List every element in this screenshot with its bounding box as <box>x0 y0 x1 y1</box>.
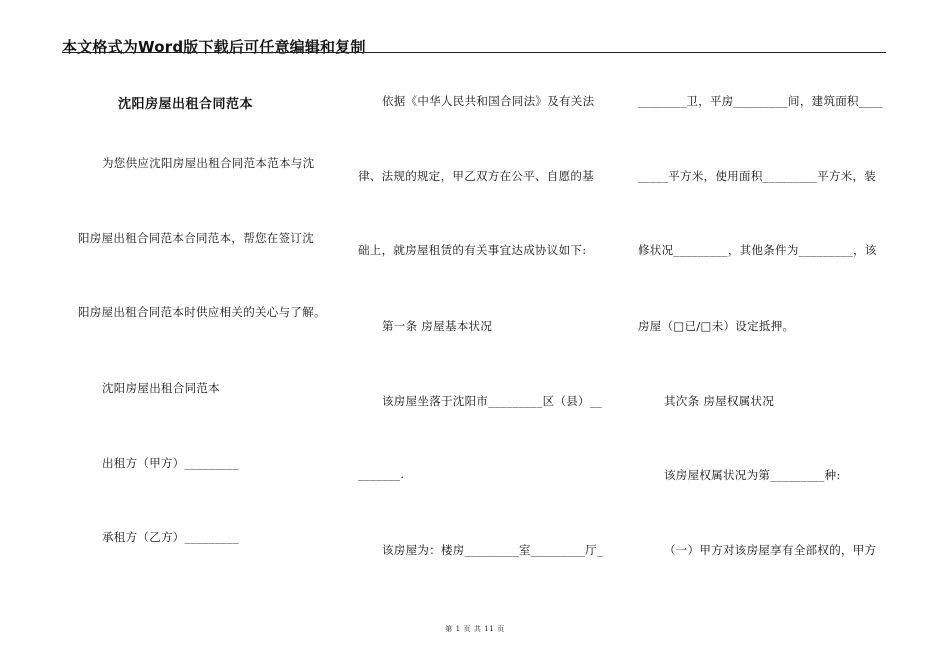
paragraph-line: 阳房屋出租合同范本合同范本，帮您在签订沈 <box>78 231 314 245</box>
paragraph-line: 该房屋权属状况为第_________种: <box>664 468 841 482</box>
paragraph-line: 为您供应沈阳房屋出租合同范本范本与沈 <box>102 156 315 170</box>
section-heading: 沈阳房屋出租合同范本 <box>102 381 220 395</box>
paragraph-line: （一）甲方对该房屋享有全部权的，甲方 <box>664 543 877 557</box>
text-column-1 <box>78 0 340 640</box>
text-column-2 <box>358 0 620 640</box>
lessee-field: 承租方（乙方）_________ <box>102 530 240 544</box>
paragraph-line: 阳房屋出租合同范本时供应相关的关心与了解。 <box>78 305 326 319</box>
article-heading: 其次条 房屋权属状况 <box>664 394 775 408</box>
paragraph-line: ________卫，平房_________间，建筑面积____ <box>638 94 884 108</box>
paragraph-line: 该房屋为：楼房_________室_________厅_ <box>382 543 604 557</box>
paragraph-line: _____平方米，使用面积_________平方米，装 <box>638 169 877 183</box>
paragraph-line: 律、法规的规定，甲乙双方在公平、自愿的基 <box>358 169 594 183</box>
header-text: 本文格式为Word版下载后可任意编辑和复制 <box>62 38 366 56</box>
lessor-field: 出租方（甲方）_________ <box>102 456 240 470</box>
paragraph-line: 依据《中华人民共和国合同法》及有关法 <box>382 94 595 108</box>
document-title: 沈阳房屋出租合同范本 <box>118 97 254 112</box>
paragraph-line: _______. <box>358 467 405 481</box>
text-column-3 <box>638 0 900 640</box>
page-footer: 第 1 页 共 11 页 <box>445 625 505 633</box>
paragraph-line: 础上，就房屋租赁的有关事宜达成协议如下: <box>358 243 587 257</box>
paragraph-line: 修状况_________，其他条件为_________，该 <box>638 243 877 257</box>
paragraph-line: 房屋（□已/□未）设定抵押。 <box>638 319 795 333</box>
paragraph-line: 该房屋坐落于沈阳市_________区（县）__ <box>382 394 602 408</box>
article-heading: 第一条 房屋基本状况 <box>382 319 493 333</box>
